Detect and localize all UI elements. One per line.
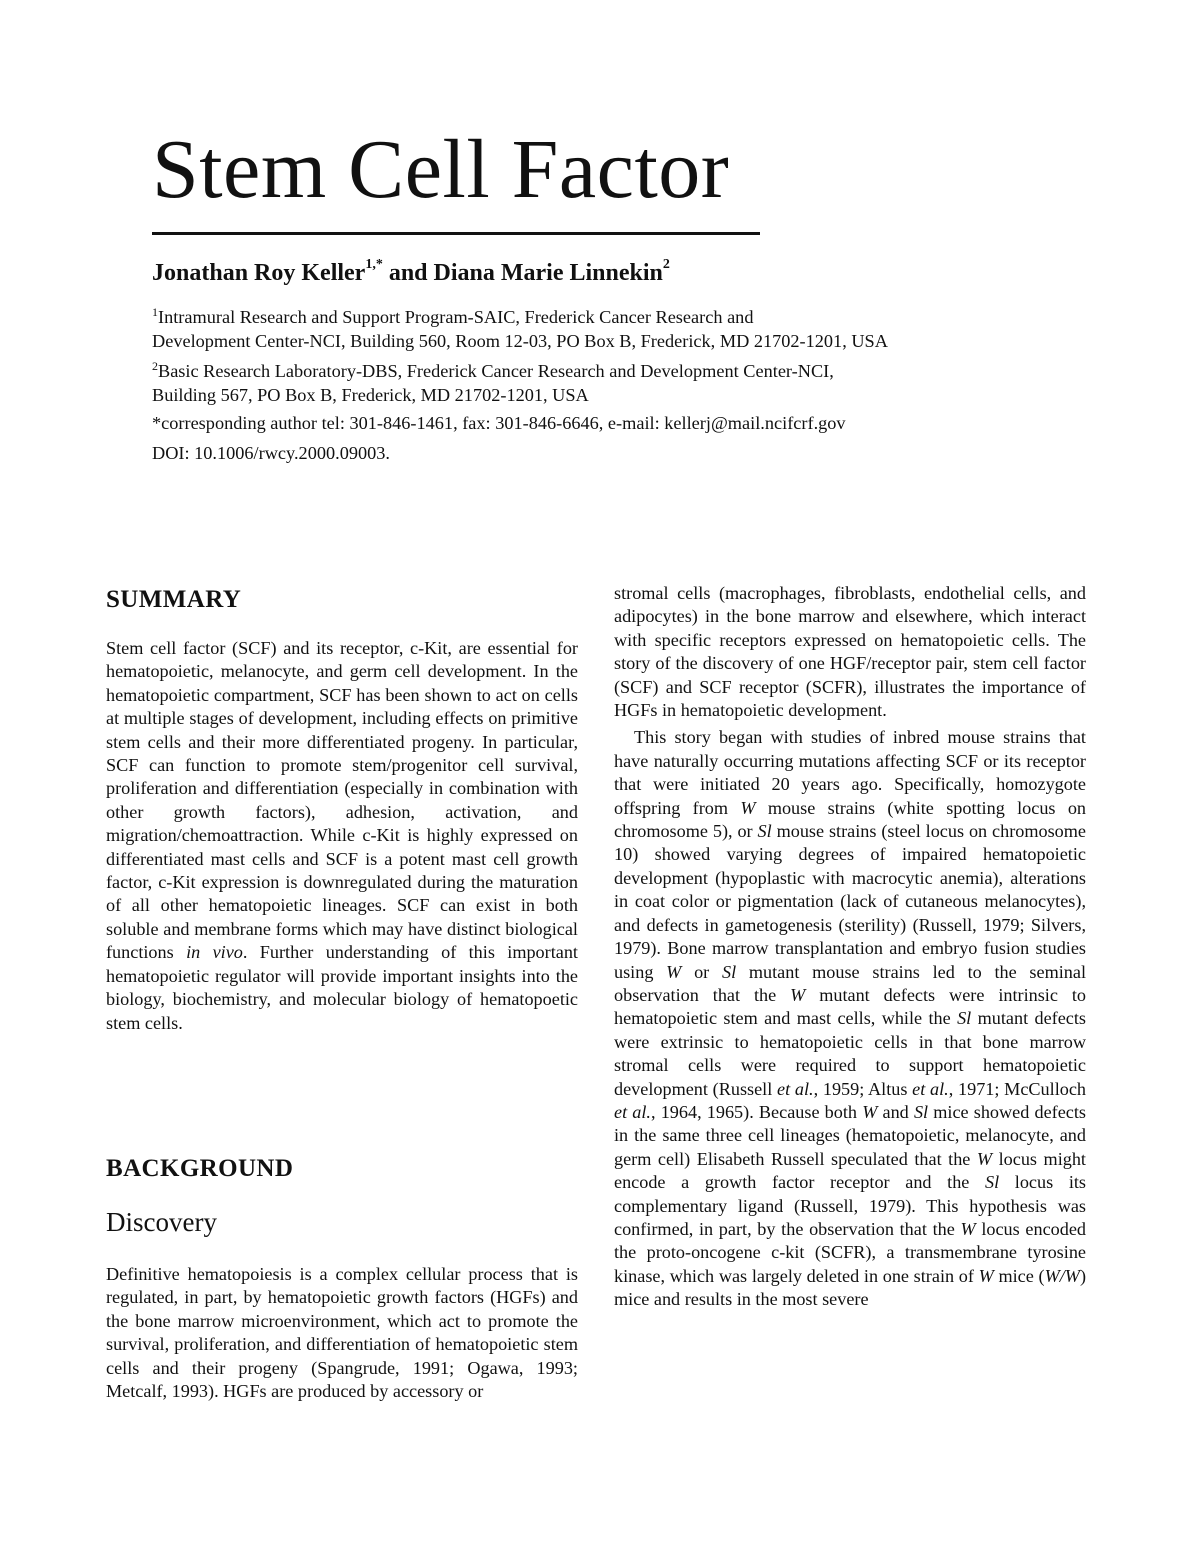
- affiliation-1-line-1: Intramural Research and Support Program-SAIC, Frederick Cancer Research and: [158, 307, 754, 328]
- text-segment: locus its complementary ligand (Russell, 1979). This hypothesis was confirmed, in part, by the observation that the: [614, 1172, 1086, 1239]
- affiliation-2-line-2: Building 567, PO Box B, Frederick, MD 21702-1201, USA: [152, 385, 589, 406]
- discovery-paragraph-1-text: Definitive hematopoiesis is a complex cellular process that is regulated, in part, by hematopoietic growth factors (HGFs) and the bone marrow microenvironment, which act to promote the survival, proliferation, and differentiation of hematopoietic stem cells and their progeny (Spangrude, 1991; Ogawa, 1993; Metcalf, 1993). HGFs are produced by accessory or: [106, 1264, 578, 1402]
- text-segment: mutant defects were extrinsic to hematopoietic cells in that bone marrow stromal cells were required to support hematopoietic development (Russell: [614, 1008, 1086, 1099]
- text-segment: mice showed defects in the same three cell lineages (hematopoietic, melanocyte, and germ cell) Elisabeth Russell speculated that the: [614, 1101, 1086, 1169]
- author-name-1: Jonathan Roy Keller: [152, 260, 366, 286]
- italic-term: Sl: [913, 1101, 929, 1122]
- summary-text-b: . Further understanding of this important hematopoietic regulator will provide important insights into the biology, biochemistry, and molecular biology of hematopoetic stem cells.: [106, 942, 578, 1033]
- text-segment: and: [877, 1101, 914, 1122]
- affiliation-2-line-1: Basic Research Laboratory-DBS, Frederick Cancer Research and Development Center-NCI,: [158, 361, 834, 382]
- paper-title: Stem Cell Factor: [152, 123, 730, 216]
- italic-term: W: [976, 1148, 993, 1169]
- italic-term: W: [740, 797, 756, 818]
- affiliation-1-mark: 1: [152, 305, 158, 319]
- italic-term: Sl: [757, 821, 772, 842]
- italic-term: W/W: [1044, 1265, 1080, 1286]
- text-segment: mouse strains (white spotting locus on chromosome 5), or: [614, 797, 1087, 842]
- text-segment: mutant mouse strains led to the seminal observation that the: [614, 961, 1087, 1005]
- text-segment: or: [681, 961, 722, 982]
- summary-text: [106, 637, 578, 1035]
- text-segment: , 1971; McCulloch: [948, 1078, 1087, 1099]
- summary-paragraph: [106, 637, 578, 1035]
- text-segment: locus might encode a growth factor receptor and the: [614, 1148, 1086, 1193]
- affiliation-1-line-2: Development Center-NCI, Building 560, Room 12-03, PO Box B, Frederick, MD 21702-1201, USA: [152, 331, 888, 352]
- doi-line: DOI: 10.1006/rwcy.2000.09003.: [152, 443, 390, 463]
- author-conjunction: and: [382, 260, 434, 286]
- summary-text-italic: in vivo: [186, 942, 243, 963]
- affiliation-1: [152, 300, 888, 353]
- author-line: [152, 258, 670, 289]
- italic-term: W: [978, 1265, 994, 1286]
- affiliation-2-mark: 2: [152, 359, 158, 373]
- italic-term: et al.: [912, 1078, 949, 1099]
- discovery-paragraph-1: [106, 1263, 578, 1403]
- text-segment: mice (: [993, 1265, 1045, 1286]
- summary-text-a: Stem cell factor (SCF) and its receptor, c-Kit, are essential for hematopoietic, melanocyte, and germ cell development. In the hematopoietic compartment, SCF has been shown to act on cells at multiple stages of development, including effects on primitive stem cells and their more differentiated progeny. In particular, SCF can function to promote stem/progenitor cell survival, proliferation and differentiation (especially in combination with other growth factors), adhesion, activation, and migration/chemoattraction. While c-Kit is highly expressed on differentiated mast cells and SCF is a potent mast cell growth factor, c-Kit expression is downregulated during the maturation of all other hematopoietic lineages. SCF can exist in both soluble and membrane forms which may have distinct biological functions: [106, 638, 578, 963]
- italic-term: W: [790, 984, 806, 1005]
- italic-term: et al.: [614, 1101, 651, 1122]
- affiliation-2: [152, 354, 834, 407]
- corresponding-author: *corresponding author tel: 301-846-1461, fax: 301-846-6646, e-mail: kellerj@mail.ncifcrf.gov: [152, 413, 846, 433]
- discovery-subheading: Discovery: [106, 1207, 217, 1237]
- text-segment: mouse strains (steel locus on chromosome 10) showed varying degrees of impaired hematopoietic development (hypoplastic with macrocytic anemia), alterations in coat color or pigmentation (lack of cutaneous melanocytes), and defects in gametogenesis (sterility) (Russell, 1979; Silvers, 1979). Bone marrow transplantation and embryo fusion studies using: [614, 821, 1086, 982]
- title-rule: [152, 232, 760, 235]
- text-segment: , 1959; Altus: [813, 1078, 913, 1099]
- italic-term: et al.: [777, 1078, 814, 1099]
- italic-term: W: [960, 1218, 976, 1239]
- text-segment: mutant defects were intrinsic to hematopoietic stem and mast cells, while the: [614, 984, 1086, 1029]
- italic-term: Sl: [721, 961, 737, 982]
- italic-term: W: [666, 961, 682, 982]
- background-heading: BACKGROUND: [106, 1155, 294, 1182]
- author-1-affiliation-mark: 1,*: [365, 257, 383, 272]
- summary-heading: SUMMARY: [106, 586, 242, 613]
- italic-term: Sl: [957, 1008, 972, 1029]
- text-segment: , 1964, 1965). Because both: [650, 1101, 863, 1122]
- text-segment: This story began with studies of inbred mouse strains that have naturally occurring mutations affecting SCF or its receptor that were initiated 20 years ago. Specifically, homozygote offspring from: [614, 727, 1086, 818]
- italic-term: Sl: [985, 1172, 1000, 1193]
- discovery-paragraph-2: [614, 726, 1086, 1311]
- discovery-paragraph-1-continued: stromal cells (macrophages, fibroblasts, endothelial cells, and adipocytes) in the bone marrow and elsewhere, which interact with specific receptors expressed on hematopoietic cells. The story of the discovery of one HGF/receptor pair, stem cell factor (SCF) and SCF receptor (SCFR), illustrates the importance of HGFs in hematopoietic development.: [614, 583, 1086, 721]
- italic-term: W: [862, 1101, 878, 1122]
- author-2-affiliation-mark: 2: [662, 257, 670, 272]
- text-segment: locus encoded the proto-oncogene c-kit (SCFR), a transmembrane tyrosine kinase, which was largely deleted in one strain of: [614, 1218, 1086, 1286]
- text-segment: ) mice and results in the most severe: [614, 1265, 1086, 1310]
- author-name-2: Diana Marie Linnekin: [433, 260, 663, 286]
- right-column: [614, 582, 1086, 1312]
